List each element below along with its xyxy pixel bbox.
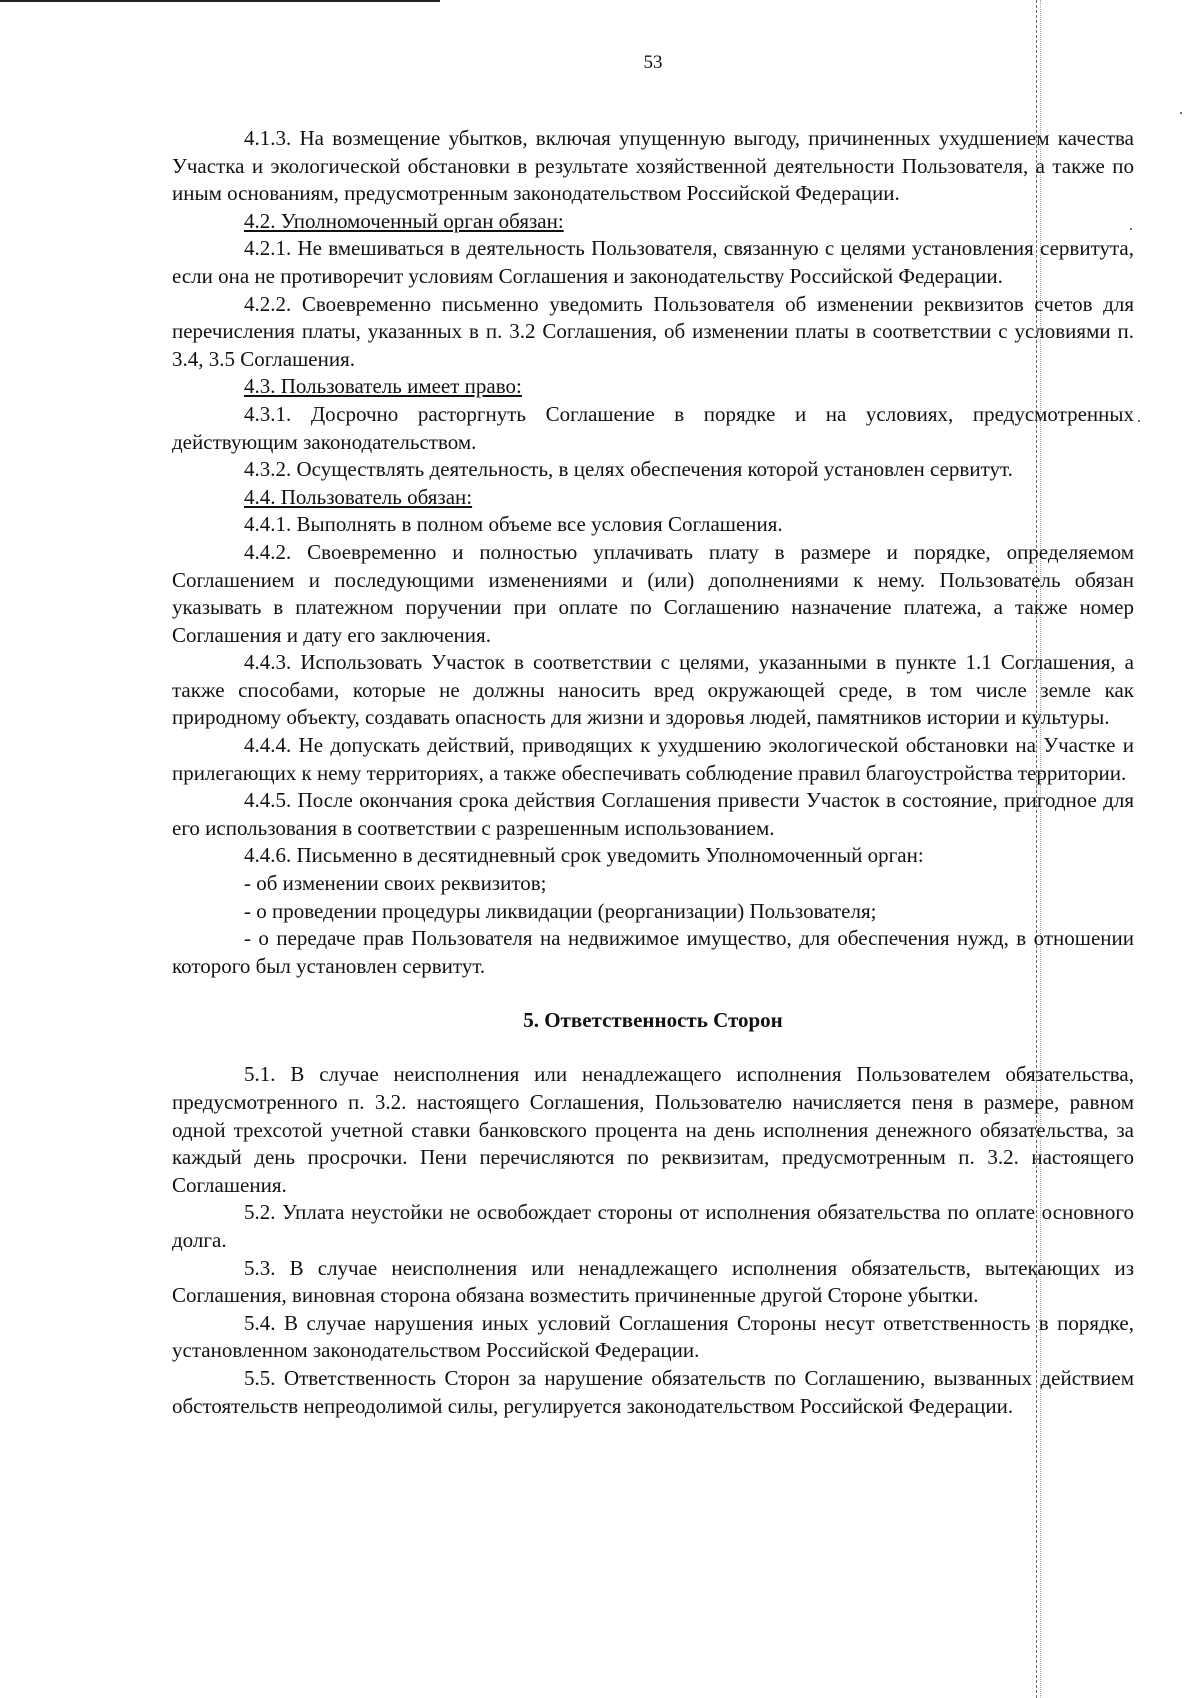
clause-5-4: 5.4. В случае нарушения иных условий Соглашения Стороны несут ответственность в порядке, установленном законодательством Российской Федерации.	[172, 1310, 1134, 1363]
clause-4-3-2: 4.3.2. Осуществлять деятельность, в целях обеспечения которой установлен сервитут.	[244, 457, 1013, 482]
section-heading-4-2	[172, 208, 1134, 236]
clause-4-4-6: 4.4.6. Письменно в десятидневный срок уведомить Уполномоченный орган:	[244, 843, 924, 868]
scan-speck	[1180, 112, 1182, 114]
clause-5-5: 5.5. Ответственность Сторон за нарушение обязательств по Соглашению, вызванных действием обстоятельств непреодолимой силы, регулируется законодательством Российской Федерации.	[172, 1365, 1134, 1418]
clause-5-1: 5.1. В случае неисполнения или ненадлежащего исполнения Пользователем обязательства, предусмотренного п. 3.2. настоящего Соглашения, Пользователю начисляется пеня в размере, равном одной трехсотой учетной ставки банковского процента на день исполнения денежного обязательства, за каждый день просрочки. Пени перечисляются по реквизитам, предусмотренным п. 3.2. настоящего Соглашения.	[172, 1062, 1134, 1197]
top-edge-rule	[0, 0, 440, 2]
clause-4-4-5: 4.4.5. После окончания срока действия Соглашения привести Участок в состояние, пригодное для его использования в соответствии с разрешенным использованием.	[172, 788, 1134, 840]
list-item: - о проведении процедуры ликвидации (реорганизации) Пользователя;	[244, 898, 877, 923]
clause-4-4-1: 4.4.1. Выполнять в полном объеме все условия Соглашения.	[244, 512, 783, 537]
section-heading-4-3-text: 4.3. Пользователь имеет право:	[244, 374, 522, 399]
clause-4-2-1: 4.2.1. Не вмешиваться в деятельность Пользователя, связанную с целями установления сервитута, если она не противоречит условиям Соглашения и законодательству Российской Федерации.	[172, 236, 1134, 288]
document-body	[172, 125, 1134, 1420]
clause-4-1-3: 4.1.3. На возмещение убытков, включая упущенную выгоду, причиненных ухудшением качества Участка и экологической обстановки в результате хозяйственной деятельности Пользователя, а также по иным основаниям, предусмотренным законодательством Российской Федерации.	[172, 126, 1134, 206]
section-heading-4-4	[172, 484, 1134, 512]
section-heading-4-3	[172, 373, 1134, 401]
section-heading-4-4-text: 4.4. Пользователь обязан:	[244, 484, 473, 509]
clause-4-4-2: 4.4.2. Своевременно и полностью уплачивать плату в размере и порядке, определяемом Соглашением и последующими изменениями и (или) дополнениями к нему. Пользователь обязан указывать в платежном поручении при оплате по Соглашению назначение платежа, а также номер Соглашения и дату его заключения.	[172, 539, 1134, 647]
clause-5-2: 5.2. Уплата неустойки не освобождает стороны от исполнения обязательства по оплате основного долга.	[172, 1200, 1134, 1252]
section-heading-5: 5. Ответственность Сторон	[523, 1008, 783, 1033]
list-item: - об изменении своих реквизитов;	[244, 871, 547, 896]
clause-4-2-2: 4.2.2. Своевременно письменно уведомить Пользователя об изменении реквизитов счетов для перечисления платы, указанных в п. 3.2 Соглашения, об изменении платы в соответствии с условиями п. 3.4, 3.5 Соглашения.	[172, 291, 1134, 371]
clause-4-4-4: 4.4.4. Не допускать действий, приводящих к ухудшению экологической обстановки на Участке и прилегающих к нему территориях, а также обеспечивать соблюдение правил благоустройства территории.	[172, 733, 1134, 785]
scan-speck	[1138, 420, 1140, 422]
list-item: - о передаче прав Пользователя на недвижимое имущество, для обеспечения нужд, в отношении которого был установлен сервитут.	[172, 926, 1134, 978]
clause-5-3: 5.3. В случае неисполнения или ненадлежащего исполнения обязательств, вытекающих из Соглашения, виновная сторона обязана возместить причиненные другой Стороне убытки.	[172, 1255, 1134, 1308]
page-number: 53	[643, 52, 663, 73]
clause-4-3-1: 4.3.1. Досрочно расторгнуть Соглашение в порядке и на условиях, предусмотренных действующим законодательством.	[172, 401, 1134, 454]
section-heading-4-2-text: 4.2. Уполномоченный орган обязан:	[244, 208, 564, 233]
clause-4-4-3: 4.4.3. Использовать Участок в соответствии с целями, указанными в пункте 1.1 Соглашения, а также способами, которые не должны наносить вред окружающей среде, в том числе земле как природному объекту, создавать опасность для жизни и здоровья людей, памятников истории и культуры.	[172, 650, 1134, 730]
